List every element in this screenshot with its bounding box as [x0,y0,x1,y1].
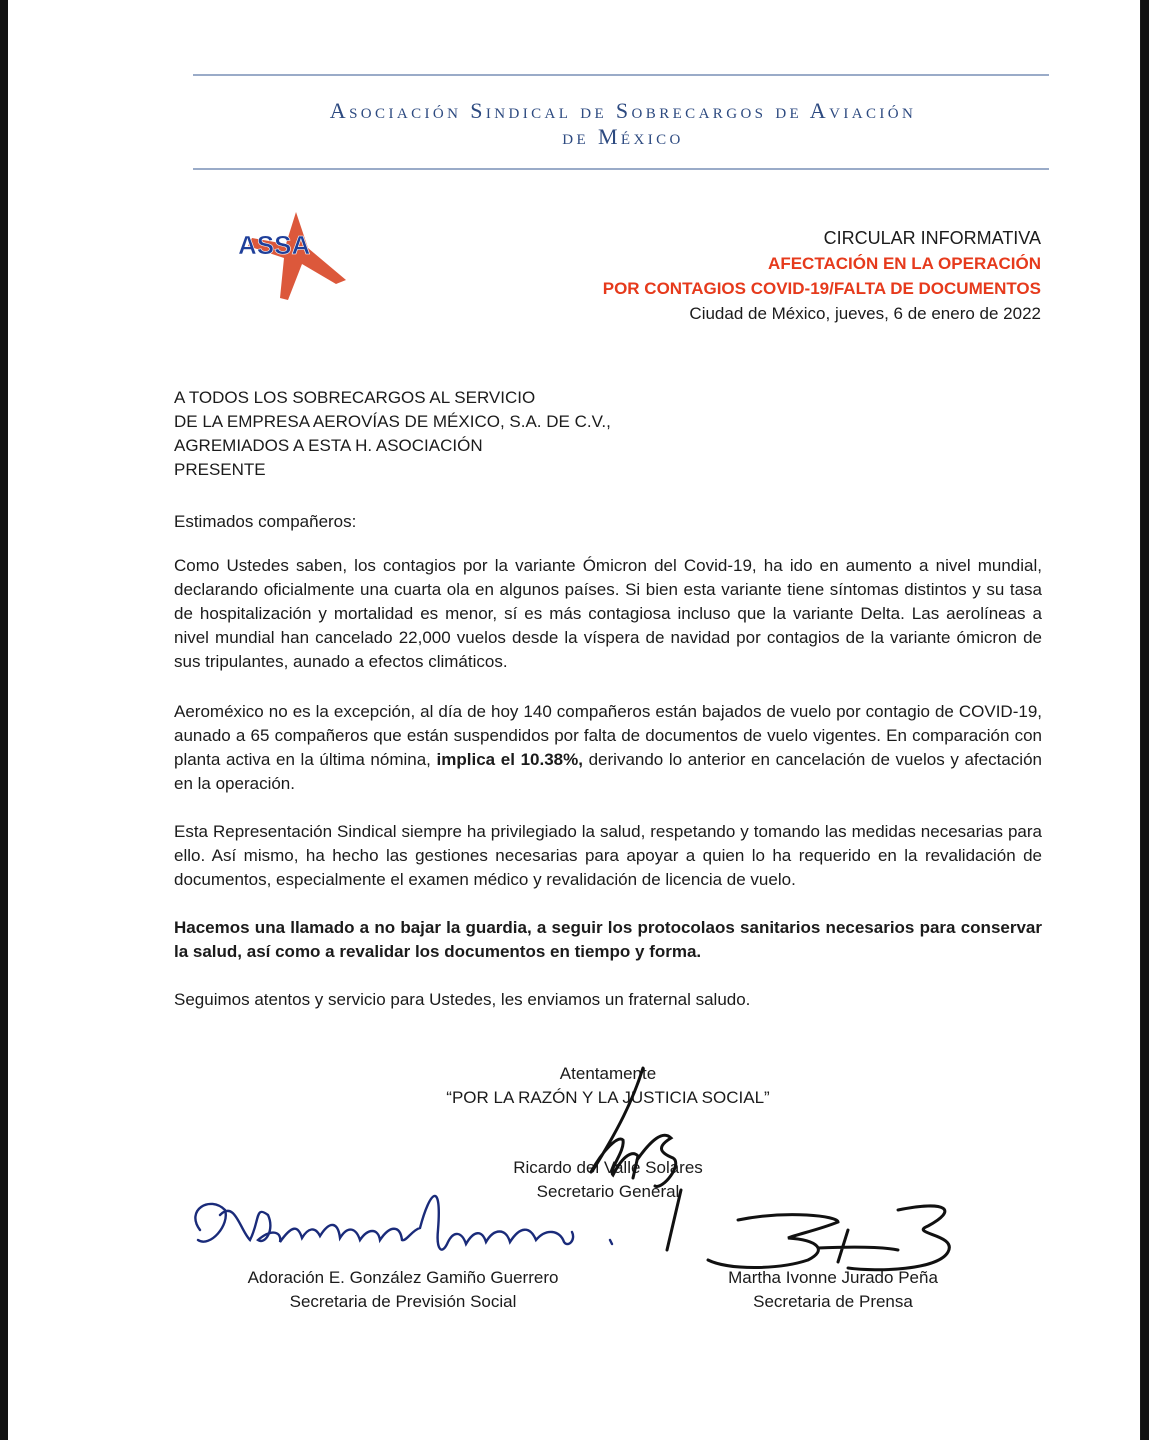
address-line: A TODOS LOS SOBRECARGOS AL SERVICIO [174,388,536,407]
signatory-prensa-title: Secretaria de Prensa [753,1292,913,1311]
paragraph-omicron: Como Ustedes saben, los contagios por la variante Ómicron del Covid-19, ha ido en aumento a nivel mundial, declarando oficialmente una cuarta ola en algunos países. Si bien esta variante tiene síntomas distintos y su tasa de hospitalización y mortalidad es menor, sí es más contagiosa incluso que la variante Delta. Las aerolíneas a nivel mundial han cancelado 22,000 vuelos desde la víspera de navidad por contagios de la variante ómicron de sus tripulantes, aunado a efectos climáticos. [174,556,1042,671]
signatory-prensa-name: Martha Ivonne Jurado Peña [728,1268,938,1287]
document-page [8,0,1140,1440]
address-line: DE LA EMPRESA AEROVÍAS DE MÉXICO, S.A. DE C.V., [174,412,611,431]
paragraph-aeromexico-start: Aeroméxico no es la excepción, al día de hoy 140 compañeros están bajados de vuelo por contagio de COVID-19, aunado a 65 compañeros que están suspendidos por falta de documentos de vuelo vigentes. En comparación con planta activa en la última nómina, [174,702,1042,769]
place-date: Ciudad de México, jueves, 6 de enero de 2022 [689,304,1041,323]
greeting: Estimados compañeros: [174,512,357,531]
signatory-general-title: Secretario General [536,1182,680,1201]
circular-subject-line-1: AFECTACIÓN EN LA OPERACIÓN [768,254,1041,273]
left-edge [0,0,8,1440]
circular-type: CIRCULAR INFORMATIVA [823,228,1041,248]
paragraph-farewell: Seguimos atentos y servicio para Ustedes, les enviamos un fraternal saludo. [174,990,751,1009]
association-name [198,98,1048,150]
signature-martha-scribble [698,1190,978,1290]
logo-text: ASSA [238,230,311,260]
address-line: PRESENTE [174,460,266,479]
signature-adoracion-scribble [180,1170,640,1270]
circular-subject-line-2: POR CONTAGIOS COVID-19/FALTA DE DOCUMENTOS [602,279,1041,298]
paragraph-representation: Esta Representación Sindical siempre ha privilegiado la salud, respetando y tomando las medidas necesarias para ello. Así mismo, ha hecho las gestiones necesarias para apoyar a quien lo ha requerido en la revalidación de documentos, especialmente el examen médico y revalidación de licencia de vuelo. [174,822,1042,889]
header-rule-top [193,74,1049,76]
signatory-prevision-name: Adoración E. González Gamiño Guerrero [247,1268,559,1287]
recipient-address [174,386,1042,482]
assa-logo-icon [228,208,353,303]
signatory-prevision [208,1266,598,1314]
header-rule-bottom [193,168,1049,170]
assa-logo [228,208,353,303]
closing-motto: “POR LA RAZÓN Y LA JUSTICIA SOCIAL” [446,1088,770,1107]
address-line: AGREMIADOS A ESTA H. ASOCIACIÓN [174,436,483,455]
paragraph-aeromexico-bold: implica el 10.38%, [436,750,583,769]
closing-regards: Atentamente [559,1064,657,1083]
right-edge [1141,0,1149,1440]
paragraph-aeromexico [174,700,1042,796]
paragraph-aeromexico-end: derivando lo anterior en cancelación de vuelos y afectación en la operación. [174,750,1042,793]
signatory-general-name: Ricardo del Valle Solares [513,1158,703,1177]
circular-header [603,226,1041,326]
signatory-prevision-title: Secretaria de Previsión Social [289,1292,517,1311]
paragraph-call-to-action: Hacemos una llamado a no bajar la guardia, a seguir los protocolaos sanitarios necesarios para conservar la salud, así como a revalidar los documentos en tiempo y forma. [174,918,1042,961]
association-line-2: de México [562,124,684,149]
association-line-1: Asociación Sindical de Sobrecargos de Aviación [329,98,917,123]
